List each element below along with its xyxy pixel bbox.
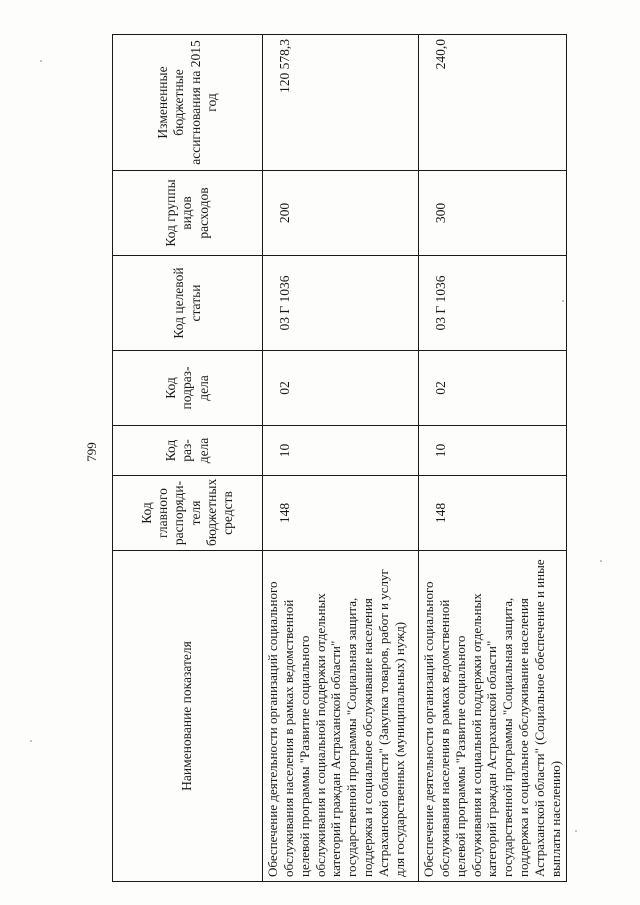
rotated-table-container [112,35,563,882]
scan-speck [575,830,577,832]
row-grbs-code: 148 [419,476,567,551]
budget-table [112,34,567,882]
table-row [419,35,567,882]
header-grbs-code: Код главного распоряди- теля бюджетных средств [113,476,263,551]
page-number: 799 [84,442,99,462]
row-section-code: 10 [419,426,567,476]
row-target-article-code: 03 Г 1036 [263,256,419,351]
header-expense-group-code: Код группы видов расходов [113,171,263,256]
header-section-code: Код раз- дела [113,426,263,476]
row-subsection-code: 02 [419,351,567,426]
header-target-article-code: Код целевой статьи [113,256,263,351]
row-subsection-code: 02 [263,351,419,426]
table-header-row [113,35,263,882]
header-subsection-code: Код подраз- дела [113,351,263,426]
row-expense-group-code: 200 [263,171,419,256]
scan-speck [600,560,602,562]
row-indicator-name: Обеспечение деятельности организаций социального обслуживания населения в рамках ведомственной целевой программы "Развитие социального обслуживания и социальной поддержки отдельных категорий граждан Астраханской области" государственной программы "Социальная защита, поддержка и социальное обслуживание населения Астраханской области" (Социальное обеспечение и иные выплаты населению) [419,551,567,882]
scan-speck [30,740,32,742]
scan-speck [40,60,42,62]
row-section-code: 10 [263,426,419,476]
row-target-article-code: 03 Г 1036 [419,256,567,351]
row-budget-amount: 120 578,3 [263,35,419,171]
header-indicator-name: Наименование показателя [113,551,263,882]
row-budget-amount: 240,0 [419,35,567,171]
scan-speck [562,300,564,302]
table-row [263,35,419,882]
row-grbs-code: 148 [263,476,419,551]
row-expense-group-code: 300 [419,171,567,256]
header-budget-amount: Измененные бюджетные ассигнования на 2015 год [113,35,263,171]
row-indicator-name: Обеспечение деятельности организаций социального обслуживания населения в рамках ведомственной целевой программы "Развитие социального обслуживания и социальной поддержки отдельных категорий граждан Астраханской области" государственной программы "Социальная защита, поддержка и социальное обслуживание населения Астраханской области" (Закупка товаров, работ и услуг для государственных (муниципальных) нужд) [263,551,419,882]
